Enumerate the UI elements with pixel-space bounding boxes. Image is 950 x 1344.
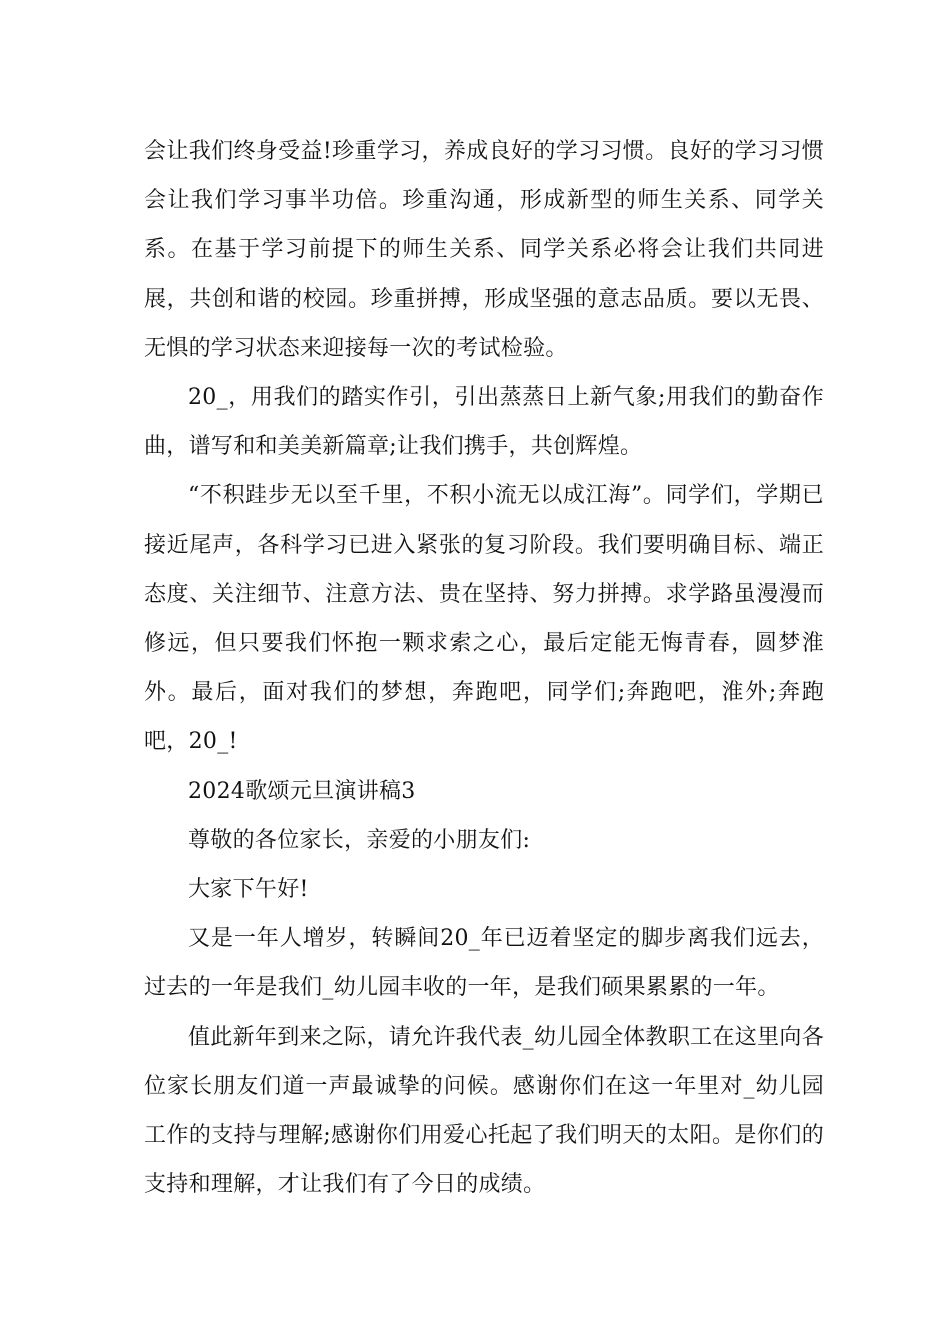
text-line: 各位家长朋友们道一声最诚挚的问候。感谢你们在这一年里对_幼儿 (144, 1024, 824, 1099)
text-line: 作曲，谱写和和美美新篇章;让我们携手，共创辉煌。 (144, 385, 824, 460)
text-line: 畏、无惧的学习状态来迎接每一次的考试检验。 (144, 286, 824, 361)
greeting (144, 865, 824, 914)
text-line: 20_，用我们的踏实作引，引出蒸蒸日上新气象;用我们的勤奋 (188, 385, 802, 411)
section-heading (144, 767, 824, 816)
text-line: 漫漫而修远，但只要我们怀抱一颗求索之心，最后定能无悔青春， (144, 581, 825, 657)
text-line: 过去的一年是我们_幼儿园丰收的一年，是我们硕果累累的一年。 (144, 975, 780, 1001)
heading-text: 2024歌颂元旦演讲稿3 (188, 778, 416, 804)
text-line: 们的支持和理解，才让我们有了今日的成绩。 (144, 1123, 824, 1198)
paragraph-6 (144, 914, 824, 1012)
document-body (144, 127, 824, 1209)
text-line: 关系。在基于学习前提下的师生关系、同学关系必将会让我们共同 (144, 188, 824, 263)
paragraph-1 (144, 127, 824, 373)
text-line: 进展，共创和谐的校园。珍重拼搏，形成坚强的意志品质。要以无 (144, 237, 824, 312)
text-line: 奔跑吧，20_! (144, 680, 824, 755)
text-line: 又是一年人增岁，转瞬间20_年已迈着坚定的脚步离我们远去， (188, 926, 824, 952)
paragraph-7 (144, 1013, 824, 1210)
text-line: 端正态度、关注细节、注意方法、贵在坚持、努力拼搏。求学路虽 (144, 532, 824, 607)
text-line: 大家下午好! (188, 877, 309, 903)
text-line: “不积跬步无以至千里，不积小流无以成江海”。同学们，学 (188, 483, 779, 509)
text-line: 圆梦淮外。最后，面对我们的梦想，奔跑吧，同学们;奔跑吧，淮外; (144, 631, 824, 706)
text-line: 园工作的支持与理解;感谢你们用爱心托起了我们明天的太阳。是你 (144, 1073, 824, 1149)
text-line: 值此新年到来之际，请允许我代表_幼儿园全体教职工在这里向 (188, 1024, 802, 1050)
salutation (144, 816, 824, 865)
paragraph-2 (144, 373, 824, 471)
text-line: 期已接近尾声，各科学习已进入紧张的复习阶段。我们要明确目标、 (144, 483, 824, 558)
text-line: 尊敬的各位家长，亲爱的小朋友们: (188, 827, 531, 853)
text-line: 惯会让我们学习事半功倍。珍重沟通，形成新型的师生关系、同学 (144, 139, 824, 214)
text-line: 会让我们终身受益!珍重学习，养成良好的学习习惯。良好的学习习 (144, 139, 802, 164)
paragraph-3 (144, 471, 824, 766)
